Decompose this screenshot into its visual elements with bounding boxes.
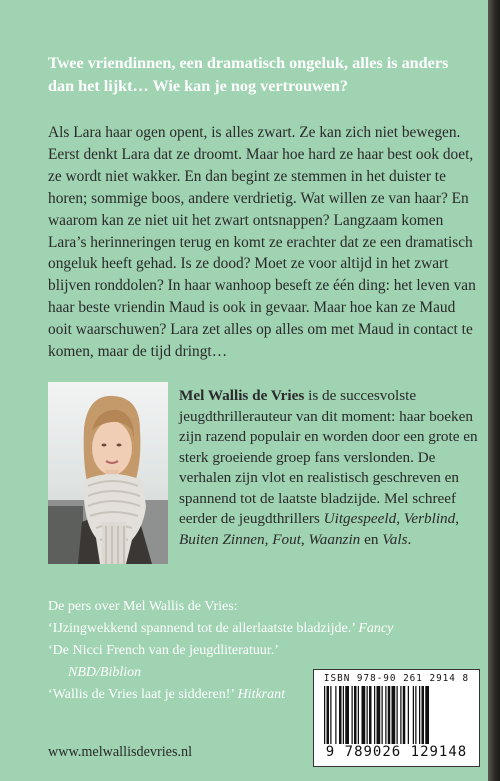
book-title-1: Uitgespeeld: [323, 510, 397, 527]
author-portrait-illustration: [48, 382, 168, 564]
quote-source: Fancy: [358, 621, 394, 636]
ean-number: 9 789026 129148: [325, 744, 468, 760]
book-title-4: Fout: [272, 530, 301, 548]
quote-source: Hitkrant: [237, 687, 286, 702]
separator: ,: [455, 510, 460, 527]
barcode-bars: [322, 686, 472, 744]
book-title-5: Waanzin: [308, 530, 361, 548]
isbn-label: ISBN 978-90 261 2914 8: [323, 673, 470, 684]
author-photo: [48, 382, 168, 564]
bio-text: is de succesvolste jeugdthrillerauteur van dit moment: haar boeken zijn razend populair en worden door een grote en sterk groeiende groep fans verslonden. De verhalen zijn vlot en realistisch geschreven en spannend tot de laatste bladzijde. Mel schreef eerder de jeugdthrillers: [179, 387, 478, 527]
tagline: Twee vriendinnen, een dramatisch ongeluk, alles is anders dan het lijkt… Wie kan je nog vertrouwen?: [48, 54, 449, 95]
quote-text: ‘De Nicci French van de jeugdliteratuur.’: [48, 643, 279, 658]
book-title-3: Buiten Zinnen: [179, 530, 265, 548]
spine-edge: [488, 0, 500, 781]
quote-text: ‘Wallis de Vries laat je sidderen!’: [48, 687, 238, 702]
blurb-text: Als Lara haar ogen opent, is alles zwart. Ze kan zich niet bewegen. Eerst denkt Lara dat ze droomt. Maar hoe hard ze haar best ook doet, ze wordt niet wakker. En dan begint ze stemmen in het duister te horen; sommige boos, andere verdrietig. Wat willen ze van haar? En waarom kan ze niet uit het zwart ontsnappen? Langzaam komen Lara’s herinneringen terug en komt ze erachter dat ze een dramatisch ongeluk heeft gehad. Is ze dood? Moet ze voor altijd in het zwart blijven ronddolen? In haar wanhoop beseft ze één ding: het leven van haar beste vriendin Maud is ook in gevaar. Maar hoe kan ze Maud ooit waarschuwen? Lara zet alles op alles om met Maud in contact te komen, maar de tijd dringt…: [48, 124, 476, 361]
book-title-2: Verblind: [403, 510, 456, 527]
barcode: [313, 669, 480, 767]
author-name: Mel Wallis de Vries: [179, 387, 305, 404]
separator: ,: [396, 510, 404, 527]
author-website: www.melwallisdevries.nl: [48, 744, 193, 760]
separator: en: [360, 530, 383, 548]
press-quote: [48, 618, 478, 640]
blurb: [48, 122, 480, 363]
separator: ,: [264, 530, 273, 548]
quote-source: NBD/Biblion: [68, 665, 142, 680]
press-intro: De pers over Mel Wallis de Vries:: [48, 599, 238, 614]
book-title-6: Vals: [382, 530, 408, 548]
separator: ,: [300, 530, 309, 548]
author-bio: [179, 386, 479, 550]
separator: .: [407, 530, 412, 548]
quote-text: ‘IJzingwekkend spannend tot de allerlaatste bladzijde.’: [48, 621, 359, 636]
press-quote: [48, 640, 478, 662]
